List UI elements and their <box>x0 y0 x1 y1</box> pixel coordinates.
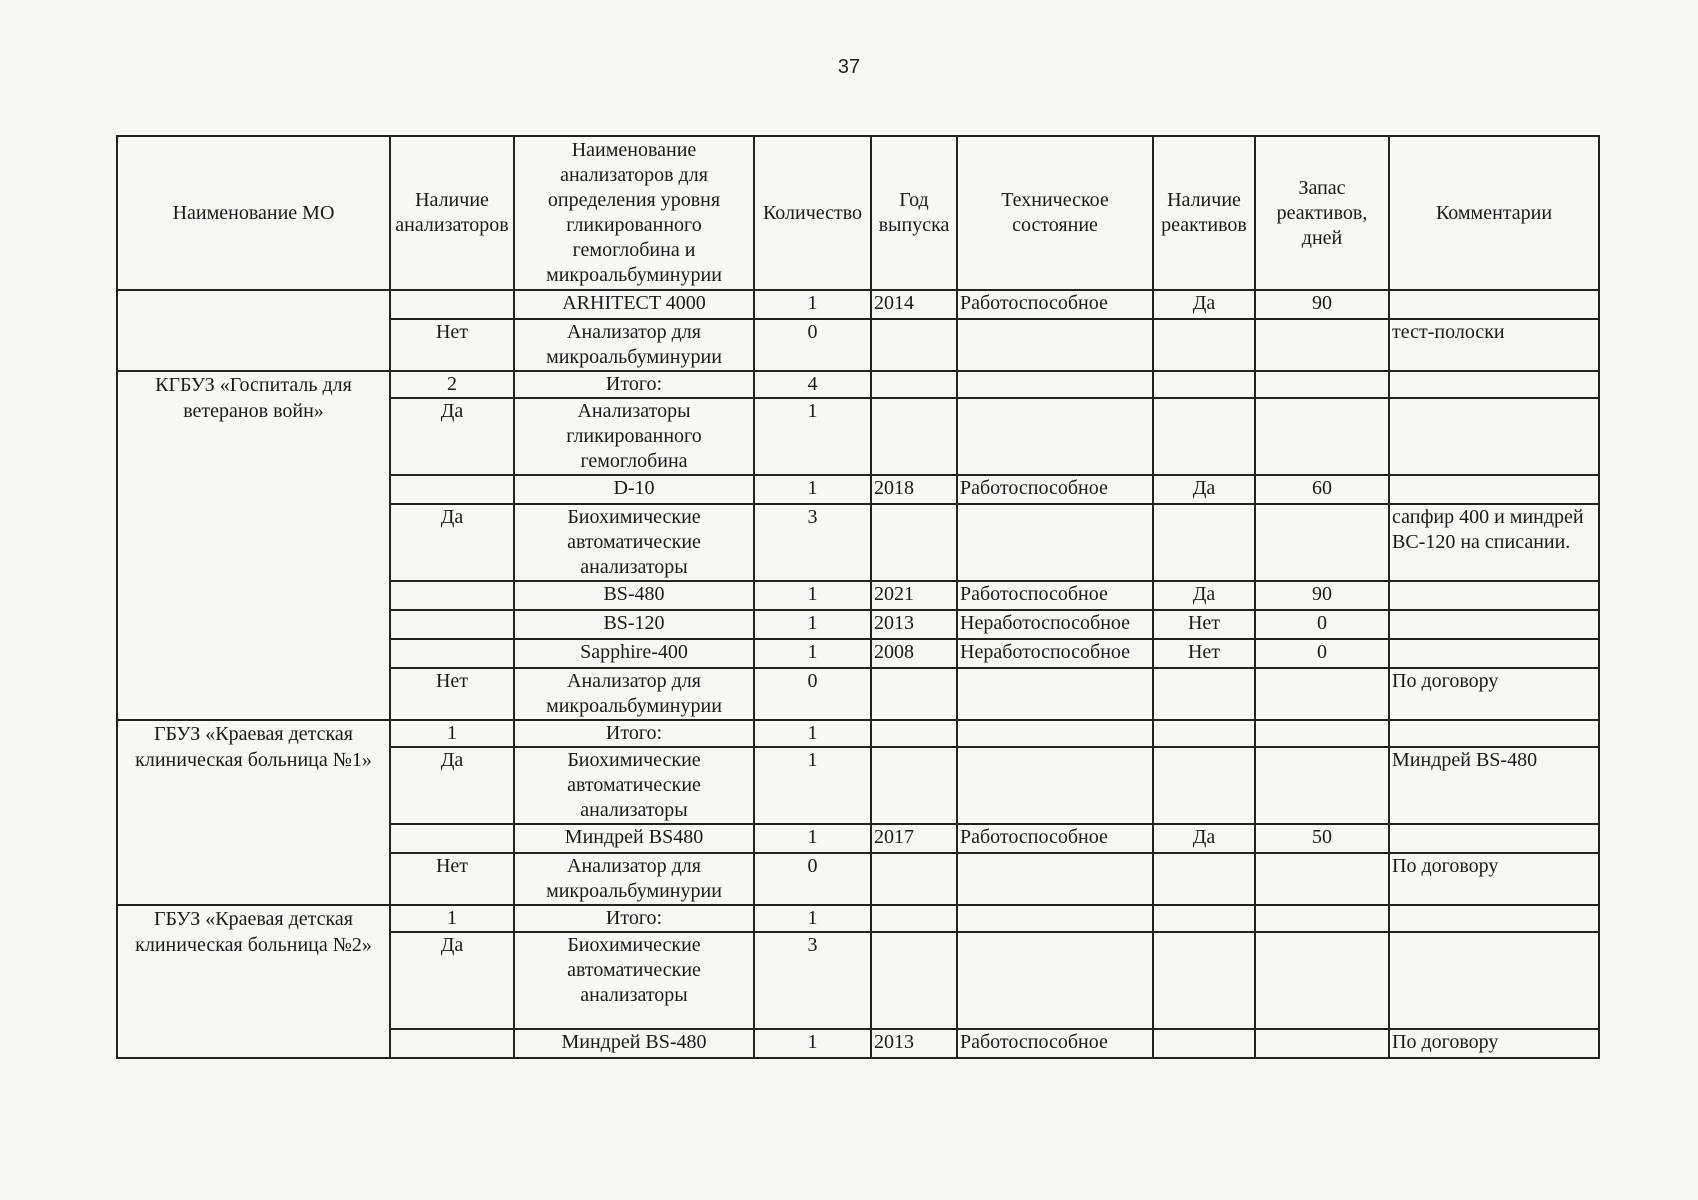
cell-tech-state: Работоспособное <box>957 581 1153 610</box>
cell-count: 1 <box>754 581 871 610</box>
cell-reagents: Нет <box>1153 639 1255 668</box>
cell-year <box>871 720 957 747</box>
cell-count: 3 <box>754 932 871 1029</box>
cell-analyzer-name: Итого: <box>514 371 754 398</box>
cell-mo-name: ГБУЗ «Краевая детская клиническая больница №1» <box>117 720 390 905</box>
table-row <box>117 720 1599 747</box>
cell-year <box>871 932 957 1029</box>
cell-comment <box>1389 581 1599 610</box>
table-body <box>117 290 1599 1058</box>
cell-year <box>871 747 957 824</box>
cell-has-analyzers <box>390 824 514 853</box>
cell-tech-state: Работоспособное <box>957 290 1153 319</box>
cell-year <box>871 504 957 581</box>
table-row <box>117 371 1599 398</box>
cell-analyzer-name: Биохимические автоматические анализаторы <box>514 747 754 824</box>
cell-comment: тест-полоски <box>1389 319 1599 371</box>
cell-reserve <box>1255 720 1389 747</box>
cell-reagents <box>1153 319 1255 371</box>
cell-analyzer-name: BS-480 <box>514 581 754 610</box>
cell-year: 2017 <box>871 824 957 853</box>
cell-mo-name: КГБУЗ «Госпиталь для ветеранов войн» <box>117 371 390 720</box>
cell-year <box>871 905 957 932</box>
cell-comment <box>1389 610 1599 639</box>
cell-has-analyzers <box>390 1029 514 1058</box>
cell-comment: По договору <box>1389 1029 1599 1058</box>
cell-comment <box>1389 720 1599 747</box>
header-has-analyzers: Наличие анализаторов <box>390 136 514 290</box>
cell-has-analyzers: 2 <box>390 371 514 398</box>
cell-year: 2014 <box>871 290 957 319</box>
cell-comment <box>1389 639 1599 668</box>
cell-has-analyzers: Да <box>390 747 514 824</box>
cell-analyzer-name: D-10 <box>514 475 754 504</box>
cell-has-analyzers <box>390 581 514 610</box>
cell-analyzer-name: Биохимические автоматические анализаторы <box>514 932 754 1029</box>
analyzers-table <box>116 135 1600 1059</box>
cell-reserve <box>1255 398 1389 475</box>
header-row <box>117 136 1599 290</box>
cell-reagents: Да <box>1153 290 1255 319</box>
cell-reserve: 60 <box>1255 475 1389 504</box>
header-reagents: Наличие реактивов <box>1153 136 1255 290</box>
cell-analyzer-name: Анализатор для микроальбуминурии <box>514 853 754 905</box>
cell-count: 1 <box>754 720 871 747</box>
cell-reserve: 50 <box>1255 824 1389 853</box>
cell-reserve <box>1255 932 1389 1029</box>
cell-tech-state <box>957 932 1153 1029</box>
cell-tech-state: Неработоспособное <box>957 639 1153 668</box>
cell-tech-state <box>957 853 1153 905</box>
cell-analyzer-name: Миндрей BS-480 <box>514 1029 754 1058</box>
cell-reagents <box>1153 905 1255 932</box>
cell-count: 3 <box>754 504 871 581</box>
cell-reagents: Да <box>1153 475 1255 504</box>
cell-has-analyzers: Да <box>390 504 514 581</box>
cell-analyzer-name: Анализаторы гликированного гемоглобина <box>514 398 754 475</box>
cell-reserve <box>1255 504 1389 581</box>
cell-has-analyzers <box>390 475 514 504</box>
cell-reserve: 0 <box>1255 639 1389 668</box>
cell-comment: Миндрей BS-480 <box>1389 747 1599 824</box>
header-count: Количество <box>754 136 871 290</box>
cell-reagents <box>1153 853 1255 905</box>
cell-count: 1 <box>754 1029 871 1058</box>
cell-tech-state <box>957 398 1153 475</box>
cell-analyzer-name: Миндрей BS480 <box>514 824 754 853</box>
cell-tech-state <box>957 747 1153 824</box>
cell-year <box>871 398 957 475</box>
header-comments: Комментарии <box>1389 136 1599 290</box>
cell-count: 0 <box>754 853 871 905</box>
cell-comment <box>1389 371 1599 398</box>
cell-reagents <box>1153 932 1255 1029</box>
cell-has-analyzers <box>390 290 514 319</box>
cell-reserve: 90 <box>1255 581 1389 610</box>
cell-analyzer-name: Итого: <box>514 905 754 932</box>
cell-analyzer-name: Sapphire-400 <box>514 639 754 668</box>
cell-count: 0 <box>754 668 871 720</box>
cell-analyzer-name: ARHITECT 4000 <box>514 290 754 319</box>
cell-reserve <box>1255 668 1389 720</box>
cell-year <box>871 853 957 905</box>
cell-year: 2013 <box>871 1029 957 1058</box>
cell-count: 4 <box>754 371 871 398</box>
cell-comment: По договору <box>1389 853 1599 905</box>
cell-reagents <box>1153 398 1255 475</box>
cell-reserve: 0 <box>1255 610 1389 639</box>
cell-reserve <box>1255 371 1389 398</box>
cell-count: 1 <box>754 905 871 932</box>
cell-comment <box>1389 932 1599 1029</box>
cell-reagents: Нет <box>1153 610 1255 639</box>
cell-reserve: 90 <box>1255 290 1389 319</box>
cell-count: 1 <box>754 747 871 824</box>
table-row <box>117 290 1599 319</box>
header-year: Год выпуска <box>871 136 957 290</box>
cell-comment <box>1389 290 1599 319</box>
cell-has-analyzers: Нет <box>390 319 514 371</box>
cell-comment: сапфир 400 и миндрей ВС-120 на списании. <box>1389 504 1599 581</box>
cell-reagents <box>1153 1029 1255 1058</box>
cell-has-analyzers: Нет <box>390 853 514 905</box>
cell-count: 1 <box>754 824 871 853</box>
cell-has-analyzers <box>390 610 514 639</box>
cell-year <box>871 371 957 398</box>
cell-analyzer-name: Анализатор для микроальбуминурии <box>514 319 754 371</box>
cell-year <box>871 668 957 720</box>
cell-analyzer-name: Итого: <box>514 720 754 747</box>
cell-reagents <box>1153 668 1255 720</box>
cell-reagents: Да <box>1153 824 1255 853</box>
cell-reagents <box>1153 747 1255 824</box>
cell-tech-state <box>957 668 1153 720</box>
cell-has-analyzers: Нет <box>390 668 514 720</box>
cell-year: 2018 <box>871 475 957 504</box>
cell-analyzer-name: Биохимические автоматические анализаторы <box>514 504 754 581</box>
cell-tech-state <box>957 504 1153 581</box>
cell-year <box>871 319 957 371</box>
cell-count: 1 <box>754 290 871 319</box>
cell-count: 1 <box>754 610 871 639</box>
cell-count: 1 <box>754 639 871 668</box>
cell-year: 2008 <box>871 639 957 668</box>
cell-has-analyzers: Да <box>390 398 514 475</box>
cell-reserve <box>1255 853 1389 905</box>
cell-tech-state: Работоспособное <box>957 1029 1153 1058</box>
cell-mo-name <box>117 290 390 371</box>
cell-tech-state <box>957 371 1153 398</box>
cell-tech-state <box>957 905 1153 932</box>
cell-analyzer-name: BS-120 <box>514 610 754 639</box>
cell-tech-state: Работоспособное <box>957 824 1153 853</box>
cell-comment <box>1389 398 1599 475</box>
cell-reagents: Да <box>1153 581 1255 610</box>
cell-year: 2021 <box>871 581 957 610</box>
cell-tech-state <box>957 720 1153 747</box>
cell-comment <box>1389 905 1599 932</box>
cell-reserve <box>1255 905 1389 932</box>
cell-has-analyzers: 1 <box>390 905 514 932</box>
cell-count: 0 <box>754 319 871 371</box>
cell-tech-state <box>957 319 1153 371</box>
cell-reserve <box>1255 319 1389 371</box>
header-mo: Наименование МО <box>117 136 390 290</box>
cell-reserve <box>1255 1029 1389 1058</box>
cell-reserve <box>1255 747 1389 824</box>
cell-reagents <box>1153 720 1255 747</box>
cell-comment: По договору <box>1389 668 1599 720</box>
cell-tech-state: Работоспособное <box>957 475 1153 504</box>
cell-tech-state: Неработоспособное <box>957 610 1153 639</box>
cell-year: 2013 <box>871 610 957 639</box>
cell-count: 1 <box>754 398 871 475</box>
cell-has-analyzers: 1 <box>390 720 514 747</box>
cell-reagents <box>1153 371 1255 398</box>
cell-analyzer-name: Анализатор для микроальбуминурии <box>514 668 754 720</box>
cell-has-analyzers <box>390 639 514 668</box>
table-row <box>117 905 1599 932</box>
header-tech-state: Техническое состояние <box>957 136 1153 290</box>
cell-reagents <box>1153 504 1255 581</box>
cell-count: 1 <box>754 475 871 504</box>
cell-mo-name: ГБУЗ «Краевая детская клиническая больница №2» <box>117 905 390 1058</box>
page-number: 37 <box>837 56 861 78</box>
cell-has-analyzers: Да <box>390 932 514 1029</box>
cell-comment <box>1389 475 1599 504</box>
header-reserve: Запас реактивов, дней <box>1255 136 1389 290</box>
cell-comment <box>1389 824 1599 853</box>
header-analyzer-name: Наименование анализаторов для определения уровня гликированного гемоглобина и микроальбуминурии <box>514 136 754 290</box>
